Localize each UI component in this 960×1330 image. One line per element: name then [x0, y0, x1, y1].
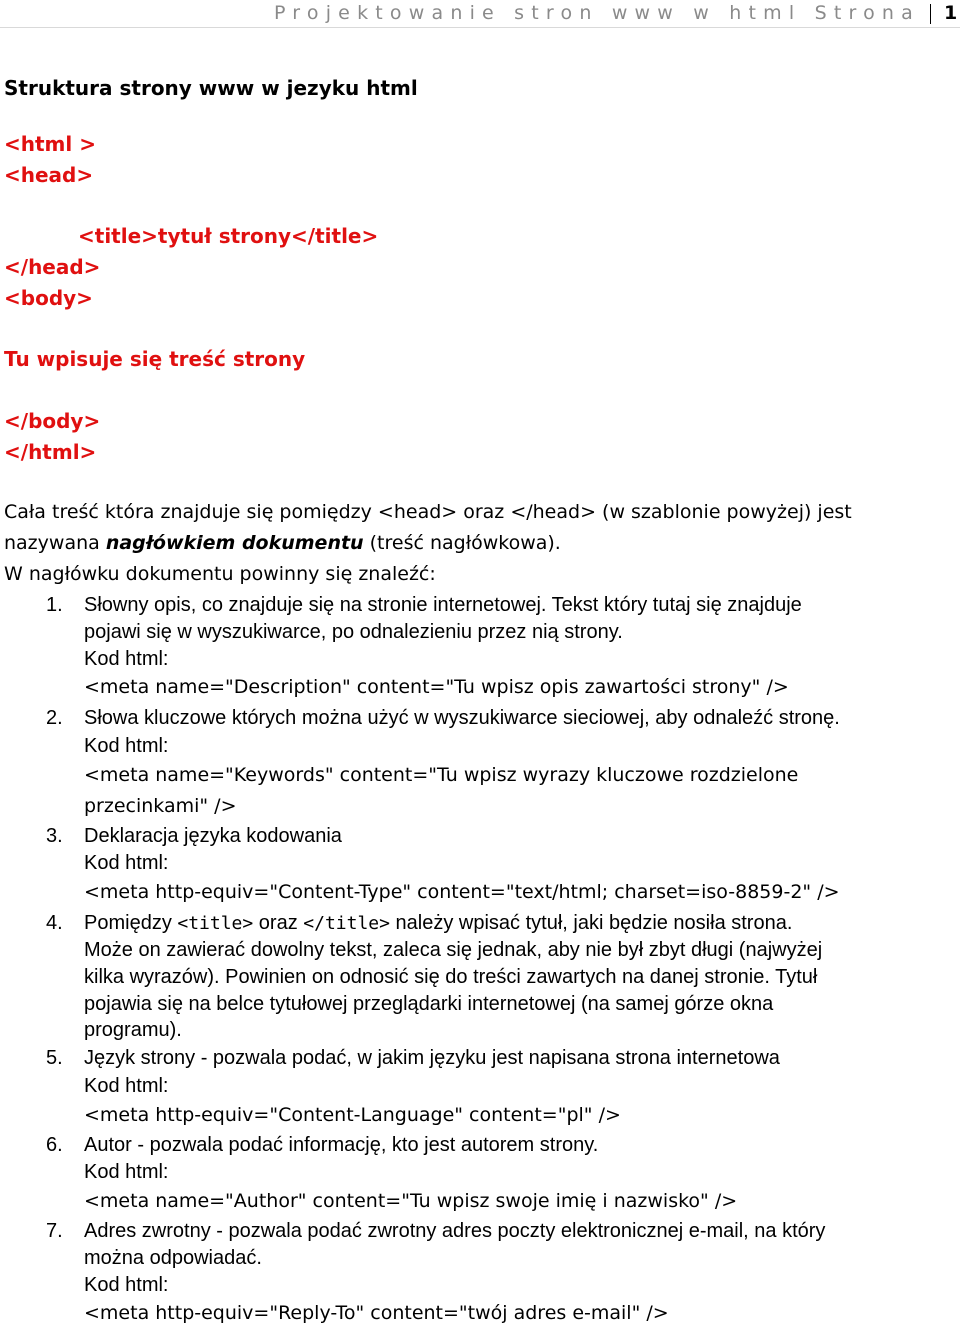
item-2-line-1: Słowa kluczowe których można użyć w wyszukiwarce sieciowej, aby odnaleźć stronę.: [84, 707, 840, 729]
item-4-line-1: [84, 912, 792, 935]
list-number: 4.: [46, 912, 63, 934]
list-number: 1.: [46, 594, 63, 616]
item-1-code: <meta name="Description" content="Tu wpisz opis zawartości strony" />: [84, 676, 789, 698]
code-head-close: </head>: [4, 255, 101, 279]
item-4-line-4: pojawia się na belce tytułowej przeglądarki internetowej (na samej górze okna: [84, 993, 774, 1015]
item-3-line-1: Deklaracja języka kodowania: [84, 825, 342, 847]
code-title: <title>tytuł strony</title>: [78, 224, 379, 248]
item-1-code-label: Kod html:: [84, 648, 169, 670]
list-number: 3.: [46, 825, 63, 847]
intro-line-1: Cała treść która znajduje się pomiędzy <head> oraz </head> (w szablonie powyżej) jest: [4, 501, 852, 523]
item-3-code: <meta http-equiv="Content-Type" content="text/html; charset=iso-8859-2" />: [84, 881, 840, 903]
list-number: 5.: [46, 1047, 63, 1069]
item-4-text-a: Pomiędzy: [84, 912, 178, 934]
code-content: Tu wpisuje się treść strony: [4, 347, 306, 371]
code-head-open: <head>: [4, 163, 94, 187]
item-5-line-1: Język strony - pozwala podać, w jakim języku jest napisana strona internetowa: [84, 1047, 780, 1069]
item-4-text-c: należy wpisać tytuł, jaki będzie nosiła strona.: [389, 912, 793, 934]
item-4-line-2: Może on zawierać dowolny tekst, zaleca się jednak, aby nie był zbyt długi (najwyżej: [84, 939, 823, 961]
item-7-line-2: można odpowiadać.: [84, 1247, 262, 1269]
item-6-code-label: Kod html:: [84, 1161, 169, 1183]
item-4-tag-open: <title>: [177, 913, 254, 934]
item-7-line-1: Adres zwrotny - pozwala podać zwrotny adres poczty elektronicznej e-mail, na który: [84, 1220, 826, 1242]
item-2-code-label: Kod html:: [84, 735, 169, 757]
item-4-text-b: oraz: [253, 912, 304, 934]
item-4-line-5: programu).: [84, 1019, 182, 1041]
code-html-open: <html >: [4, 132, 96, 156]
item-2-code-1: <meta name="Keywords" content="Tu wpisz wyrazy kluczowe rozdzielone: [84, 764, 799, 786]
item-7-code-label: Kod html:: [84, 1274, 169, 1296]
item-7-code: <meta http-equiv="Reply-To" content="twój adres e-mail" />: [84, 1302, 669, 1324]
item-1-line-2: pojawi się w wyszukiwarce, po odnalezieniu przez nią strony.: [84, 621, 623, 643]
item-6-line-1: Autor - pozwala podać informację, kto jest autorem strony.: [84, 1134, 599, 1156]
item-6-code: <meta name="Author" content="Tu wpisz swoje imię i nazwisko" />: [84, 1190, 738, 1212]
header-separator: [930, 4, 931, 24]
list-number: 6.: [46, 1134, 63, 1156]
intro-line-3: W nagłówku dokumentu powinny się znaleźć:: [4, 563, 436, 585]
list-number: 2.: [46, 707, 63, 729]
intro-emphasis: nagłówkiem dokumentu: [105, 532, 364, 554]
item-3-code-label: Kod html:: [84, 852, 169, 874]
item-4-tag-close: </title>: [303, 913, 390, 934]
header-divider: [0, 27, 960, 28]
item-4-line-3: kilka wyrazów). Powinien on odnosić się do treści zawartych na danej stronie. Tytuł: [84, 966, 818, 988]
intro-line-2-start: nazywana: [4, 532, 106, 554]
list-number: 7.: [46, 1220, 63, 1242]
item-1-line-1: Słowny opis, co znajduje się na stronie internetowej. Tekst który tutaj się znajduje: [84, 594, 802, 616]
intro-line-2: [4, 532, 561, 554]
intro-line-2-end: (treść nagłówkowa).: [363, 532, 561, 554]
item-2-code-2: przecinkami" />: [84, 795, 237, 817]
document-heading: Struktura strony www w jezyku html: [4, 76, 418, 100]
page-header: [0, 0, 960, 28]
item-5-code: <meta http-equiv="Content-Language" content="pl" />: [84, 1104, 621, 1126]
header-title: Projektowanie stron www w html Strona: [273, 2, 920, 24]
item-5-code-label: Kod html:: [84, 1075, 169, 1097]
code-body-open: <body>: [4, 286, 93, 310]
code-body-close: </body>: [4, 409, 101, 433]
page-number: 1: [944, 2, 958, 24]
code-html-close: </html>: [4, 440, 97, 464]
